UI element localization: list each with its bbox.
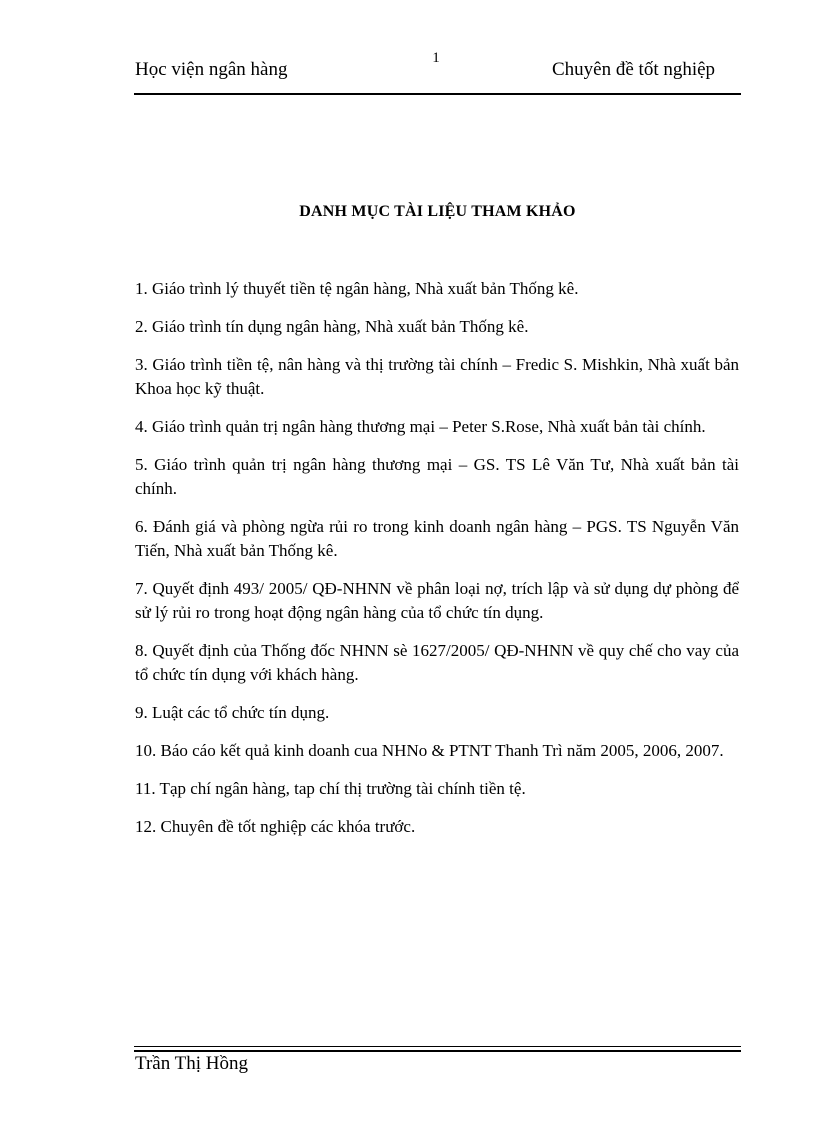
- reference-item-12: 12. Chuyên đề tốt nghiệp các khóa trước.: [135, 817, 416, 836]
- page-number: 1: [432, 50, 440, 66]
- reference-item-1: 1. Giáo trình lý thuyết tiền tệ ngân hàng, Nhà xuất bản Thống kê.: [135, 279, 579, 298]
- reference-item-10: 10. Báo cáo kết quả kinh doanh cua NHNo & PTNT Thanh Trì năm 2005, 2006, 2007.: [135, 741, 724, 760]
- reference-item-2: 2. Giáo trình tín dụng ngân hàng, Nhà xuất bản Thống kê.: [135, 317, 529, 336]
- reference-item-3: 3. Giáo trình tiền tệ, nân hàng và thị trường tài chính – Fredic S. Mishkin, Nhà xuất bản Khoa học kỹ thuật.: [135, 355, 739, 398]
- page-title: DANH MỤC TÀI LIỆU THAM KHẢO: [299, 203, 576, 220]
- footer-author: Trần Thị Hồng: [135, 1053, 248, 1074]
- reference-item-9: 9. Luật các tổ chức tín dụng.: [135, 703, 330, 722]
- footer-divider-thick: [134, 1050, 741, 1052]
- footer-divider-thin: [134, 1046, 741, 1047]
- reference-item-11: 11. Tạp chí ngân hàng, tap chí thị trường tài chính tiền tệ.: [135, 779, 526, 798]
- reference-item-4: 4. Giáo trình quản trị ngân hàng thương mại – Peter S.Rose, Nhà xuất bản tài chính.: [135, 417, 706, 436]
- reference-item-7: 7. Quyết định 493/ 2005/ QĐ-NHNN về phân loại nợ, trích lập và sử dụng dự phòng để sử lý rủi ro trong hoạt động ngân hàng của tổ chức tín dụng.: [135, 579, 739, 622]
- reference-list: [135, 277, 739, 853]
- reference-item-6: 6. Đánh giá và phòng ngừa rủi ro trong kinh doanh ngân hàng – PGS. TS Nguyễn Văn Tiến, Nhà xuất bản Thống kê.: [135, 517, 739, 560]
- reference-item-5: 5. Giáo trình quản trị ngân hàng thương mại – GS. TS Lê Văn Tư, Nhà xuất bản tài chính.: [135, 455, 739, 498]
- header-institution: Học viện ngân hàng: [135, 59, 288, 80]
- header-document-type: Chuyên đề tốt nghiệp: [552, 59, 716, 80]
- header-divider: [134, 93, 741, 95]
- reference-item-8: 8. Quyết định của Thống đốc NHNN sè 1627/2005/ QĐ-NHNN về quy chế cho vay của tổ chức tín dụng với khách hàng.: [135, 641, 739, 684]
